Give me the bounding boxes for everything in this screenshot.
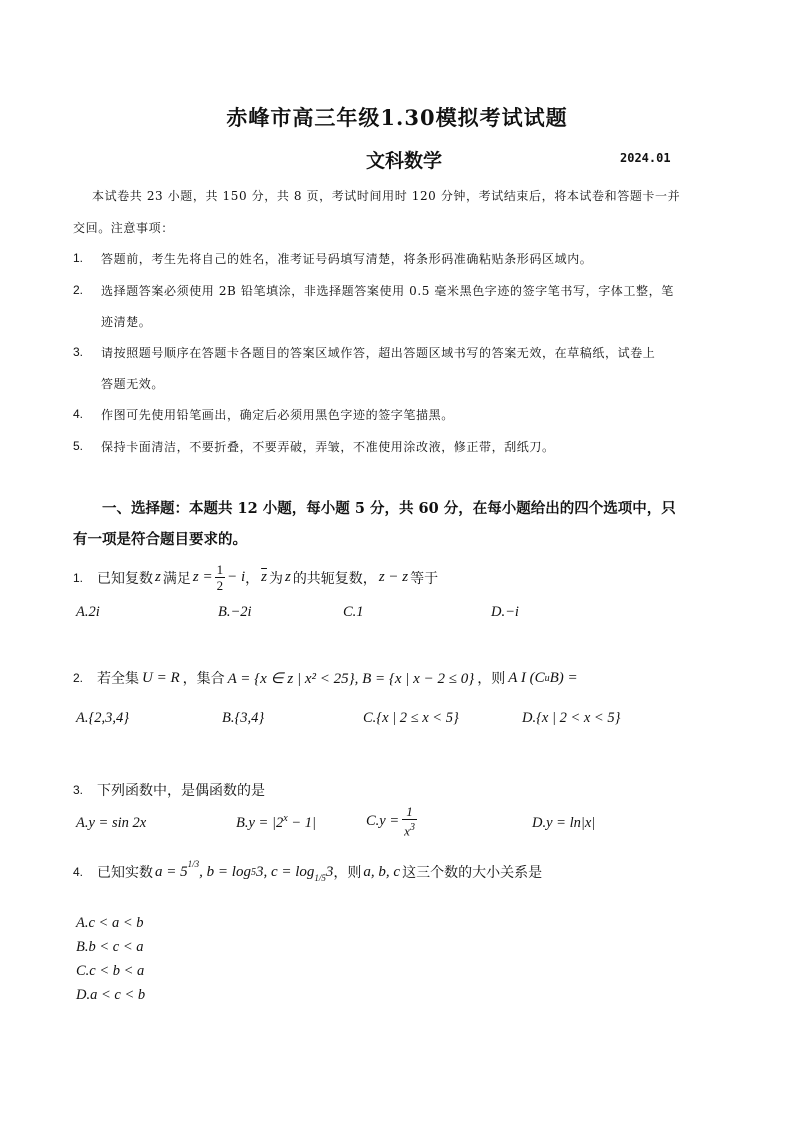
question-text: 下列函数中，是偶函数的是 xyxy=(97,783,266,799)
question-number: 4. xyxy=(73,865,84,879)
option-c: C.{x | 2 ≤ x < 5} xyxy=(363,710,459,726)
question-number: 2. xyxy=(73,671,84,685)
option-b: B.−2i xyxy=(218,604,252,620)
math-subscript: 5 xyxy=(250,866,256,878)
option-b: B.{3,4} xyxy=(222,710,265,726)
note-number: 1. xyxy=(73,251,84,265)
option-c xyxy=(366,804,417,838)
math-expr: U = R xyxy=(142,669,180,686)
question-number: 1. xyxy=(73,570,84,585)
math-expr: C.y = xyxy=(366,812,400,829)
math-subscript: 1/5 xyxy=(314,873,326,883)
question-text: ，则 xyxy=(477,671,506,687)
math-expr: 3 xyxy=(325,863,334,880)
question-text: 的共轭复数， xyxy=(292,570,377,587)
math-var: x xyxy=(404,823,410,839)
option-a: A.c < a < b xyxy=(76,915,144,931)
fraction xyxy=(402,804,417,838)
math-expr: a = 5 xyxy=(155,863,188,880)
question-text: ，集合 xyxy=(182,671,225,687)
section-heading: 有一项是符合题目要求的。 xyxy=(73,531,247,548)
intro-line-2: 交回。注意事项： xyxy=(73,221,174,235)
math-superscript: x xyxy=(283,813,288,824)
note-number: 4. xyxy=(73,407,84,421)
option-d: D.{x | 2 < x < 5} xyxy=(522,710,621,726)
question-text: 等于 xyxy=(410,570,439,587)
question-text: 已知复数 xyxy=(97,570,154,587)
math-expr: − i xyxy=(227,569,246,585)
question-text: 为 xyxy=(268,570,283,587)
question-text: 已知实数 xyxy=(97,865,154,881)
note-text: 答题前，考生先将自己的姓名，准考证号码填写清楚，将条形码准确粘贴条形码区域内。 xyxy=(101,252,593,266)
math-var: $\overline{z}$ xyxy=(261,569,267,585)
math-expr: 3, c = log xyxy=(255,863,315,880)
math-expr: B) = xyxy=(549,669,578,686)
math-var: z xyxy=(155,569,161,585)
section-heading: 一、选择题：本题共 12 小题，每小题 5 分，共 60 分，在每小题给出的四个选项中，只 xyxy=(102,500,676,517)
option-d: D.−i xyxy=(491,604,519,620)
option-c: C.1 xyxy=(343,604,364,620)
note-text: 作图可先使用铅笔画出，确定后必须用黑色字迹的签字笔描黑。 xyxy=(101,408,454,422)
fraction-numerator: 1 xyxy=(402,804,417,820)
question-text: 若全集 xyxy=(97,671,140,687)
note-text: 保持卡面清洁，不要折叠，不要弄破，弄皱，不准使用涂改液，修正带，刮纸刀。 xyxy=(101,440,555,454)
note-text: 迹清楚。 xyxy=(101,315,152,329)
option-b: B.b < c < a xyxy=(76,939,144,955)
question-2 xyxy=(73,668,578,688)
question-3 xyxy=(73,780,265,800)
note-number: 2. xyxy=(73,283,84,297)
note-text: 选择题答案必须使用 2B 铅笔填涂，非选择题答案使用 0.5 毫米黑色字迹的签字笔书写，字体工整，笔 xyxy=(101,284,674,298)
option-a: A.{2,3,4} xyxy=(76,710,130,726)
note-text: 答题无效。 xyxy=(101,377,165,391)
option-b xyxy=(236,813,316,832)
fraction-denominator xyxy=(402,820,417,838)
fraction-denominator: 2 xyxy=(216,578,224,593)
question-text: ，则 xyxy=(333,865,362,881)
fraction xyxy=(215,562,226,593)
math-expr: z = xyxy=(192,569,213,585)
math-subscript: u xyxy=(544,672,550,684)
math-expr: a, b, c xyxy=(363,863,401,880)
fraction-numerator: 1 xyxy=(216,562,224,577)
option-d: D.y = ln|x| xyxy=(532,815,596,831)
math-superscript: 1/3 xyxy=(187,859,200,869)
question-number: 3. xyxy=(73,783,84,797)
intro-line-1: 本试卷共 23 小题，共 150 分，共 8 页，考试时间用时 120 分钟，考试结束后，将本试卷和答题卡一并 xyxy=(92,189,681,203)
note-number: 5. xyxy=(73,439,84,453)
question-4 xyxy=(73,859,543,883)
paper-date: 2024.01 xyxy=(620,151,671,165)
math-superscript: 3 xyxy=(409,822,415,833)
option-d: D.a < c < b xyxy=(76,987,146,1003)
option-c: C.c < b < a xyxy=(76,963,145,979)
math-var: z xyxy=(284,569,291,585)
option-a: A.y = sin 2x xyxy=(76,815,147,831)
question-text: 这三个数的大小关系是 xyxy=(402,865,543,881)
math-expr: , b = log xyxy=(199,863,251,880)
question-text: ， xyxy=(245,570,260,587)
note-number: 3. xyxy=(73,345,84,359)
note-text: 请按照题号顺序在答题卡各题目的答案区域作答，超出答题区域书写的答案无效，在草稿纸，试卷上 xyxy=(101,346,656,360)
question-text: 满足 xyxy=(162,570,191,587)
option-a: A.2i xyxy=(76,604,100,620)
math-expr: B.y = |2 xyxy=(236,814,284,831)
question-1 xyxy=(73,562,438,593)
paper-title: 赤峰市高三年级1.30模拟考试试题 xyxy=(226,105,568,130)
math-expr: A I (C xyxy=(508,669,545,686)
math-expr: − 1| xyxy=(287,814,316,831)
math-expr: z − z xyxy=(378,569,409,585)
paper-subject: 文科数学 xyxy=(366,150,443,172)
math-expr: A = {x ∈ z | x² < 25}, B = {x | x − 2 ≤ 0} xyxy=(227,670,475,687)
